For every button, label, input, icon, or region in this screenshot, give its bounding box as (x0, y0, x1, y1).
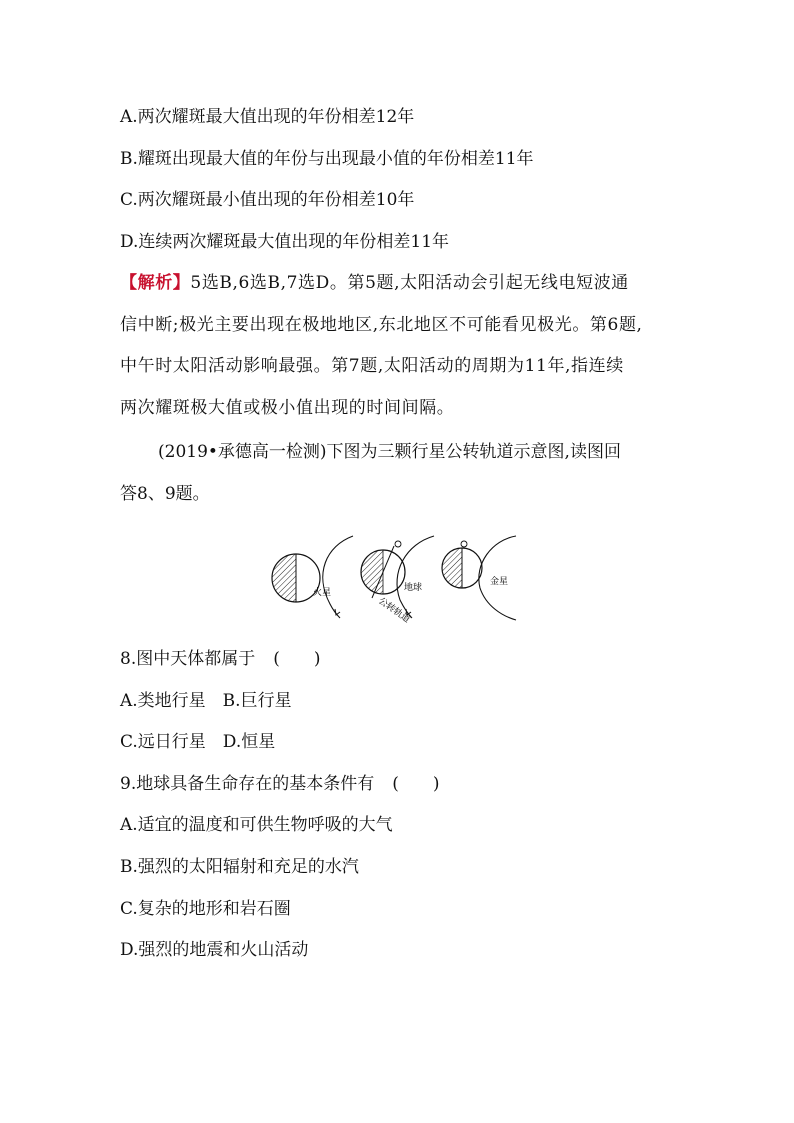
orbit-label: 公转轨道 (376, 596, 412, 626)
q9-option-a: A.适宜的温度和可供生物呼吸的大气 (120, 815, 393, 835)
venus-marker-icon (461, 541, 467, 547)
q9-option-b: B.强烈的太阳辐射和充足的水汽 (120, 857, 359, 877)
analysis-line-1 (120, 273, 629, 293)
mars-orbit-arc (323, 536, 353, 618)
analysis-tag: 【解析】 (120, 273, 191, 293)
q7-option-c: C.两次耀斑最小值出现的年份相差10年 (120, 190, 415, 210)
earth-label: 地球 (404, 583, 423, 593)
earth-diagram (361, 536, 434, 625)
analysis-text-1: 5选B,6选B,7选D。第5题,太阳活动会引起无线电短波通 (190, 273, 629, 293)
q8-options-row-1: A.类地行星 B.巨行星 (120, 691, 292, 711)
analysis-line-3: 中午时太阳活动影响最强。第7题,太阳活动的周期为11年,指连续 (120, 356, 624, 376)
q8-answer-blank: ( ) (273, 649, 321, 669)
mars-diagram (272, 536, 353, 618)
q8-stem (120, 649, 321, 669)
q8-stem-text: 8.图中天体都属于 (120, 649, 256, 669)
mars-orbit-arrow (335, 609, 340, 615)
intro-line-2: 答8、9题。 (120, 484, 210, 504)
q8-options-row-2: C.远日行星 D.恒星 (120, 732, 276, 752)
q9-option-c: C.复杂的地形和岩石圈 (120, 899, 291, 919)
earth-shaded-half (361, 550, 383, 594)
q9-stem (120, 774, 440, 794)
q7-option-d: D.连续两次耀斑最大值出现的年份相差11年 (120, 232, 450, 252)
mars-shaded-half (272, 554, 296, 602)
analysis-line-2: 信中断;极光主要出现在极地地区,东北地区不可能看见极光。第6题, (120, 315, 643, 335)
q9-option-d: D.强烈的地震和火山活动 (120, 940, 309, 960)
intro-line-1: (2019•承德高一检测)下图为三颗行星公转轨道示意图,读图回 (158, 442, 621, 462)
q7-option-a: A.两次耀斑最大值出现的年份相差12年 (120, 107, 415, 127)
q9-answer-blank: ( ) (392, 774, 440, 794)
q9-stem-text: 9.地球具备生命存在的基本条件有 (120, 774, 375, 794)
earth-orbit-arc (397, 536, 434, 618)
earth-moon-icon (395, 541, 401, 547)
mars-label: 火星 (313, 588, 332, 598)
venus-shaded-half (442, 548, 462, 588)
q7-option-b: B.耀斑出现最大值的年份与出现最小值的年份相差11年 (120, 149, 534, 169)
analysis-line-4: 两次耀斑极大值或极小值出现的时间间隔。 (120, 398, 455, 418)
planet-orbit-figure (266, 532, 522, 628)
intro-paragraph (120, 431, 680, 515)
venus-label: 金星 (490, 577, 509, 587)
venus-diagram (442, 536, 516, 620)
